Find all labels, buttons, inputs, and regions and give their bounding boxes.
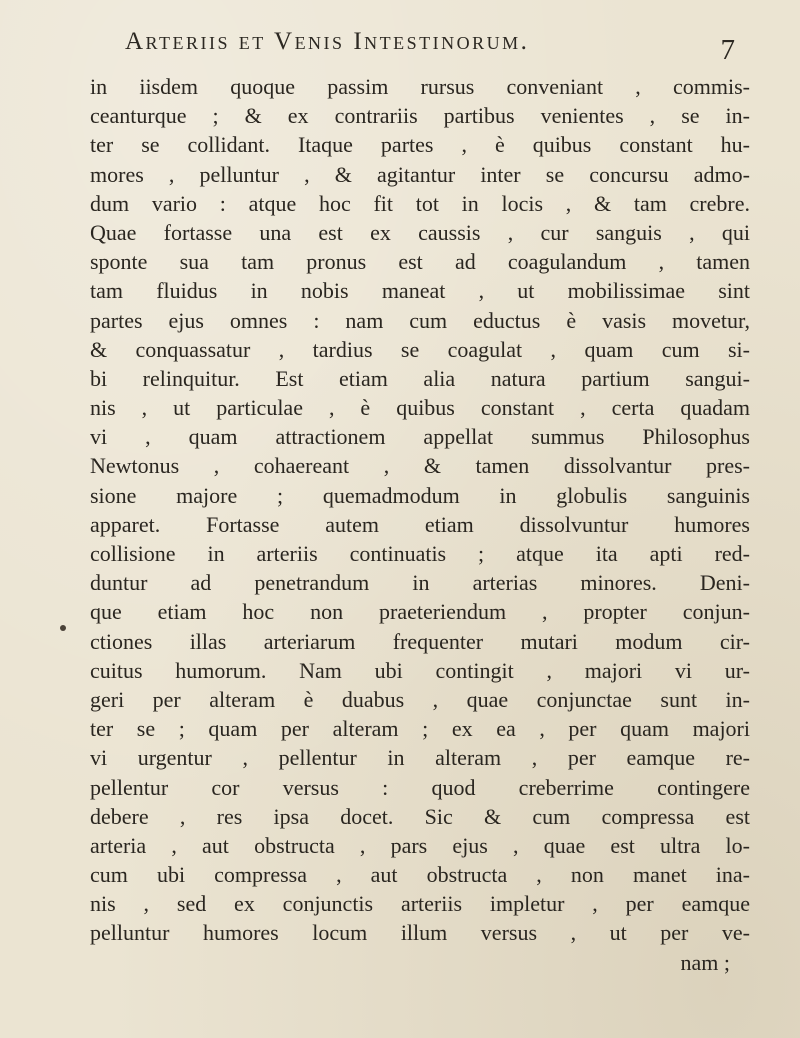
running-head (95, 28, 735, 66)
text-line: duntur ad penetrandum in arterias minores. Deni- (90, 570, 750, 596)
text-line: arteria , aut obstructa , pars ejus , quae est ultra lo- (90, 832, 750, 858)
text-line: cuitus humorum. Nam ubi contingit , majori vi ur- (90, 657, 750, 683)
ink-spot (60, 625, 66, 631)
text-line: vi urgentur , pellentur in alteram , per eamque re- (90, 745, 750, 771)
text-line: ter se collidant. Itaque partes , è quibus constant hu- (90, 132, 750, 158)
text-line: nam ; (680, 949, 730, 975)
text-line: que etiam hoc non praeteriendum , propter conjun- (90, 599, 750, 625)
text-line: vi , quam attractionem appellat summus Philosophus (90, 424, 750, 450)
text-line: pellentur cor versus : quod creberrime contingere (90, 774, 750, 800)
text-line: debere , res ipsa docet. Sic & cum compressa est (90, 803, 750, 829)
text-line: in iisdem quoque passim rursus conveniant , commis- (90, 74, 750, 99)
text-line: ceanturque ; & ex contrariis partibus venientes , se in- (90, 103, 750, 129)
text-line: ter se ; quam per alteram ; ex ea , per quam majori (90, 716, 750, 742)
text-line: tam fluidus in nobis maneat , ut mobilissimae sint (90, 278, 750, 304)
text-line: collisione in arteriis continuatis ; atque ita apti red- (90, 541, 750, 566)
text-line: apparet. Fortasse autem etiam dissolvuntur humores (90, 511, 750, 537)
text-line: geri per alteram è duabus , quae conjunctae sunt in- (90, 686, 750, 712)
text-line: dum vario : atque hoc fit tot in locis , & tam crebre. (90, 190, 750, 216)
body-text (90, 72, 750, 977)
text-line: mores , pelluntur , & agitantur inter se concursu admo- (90, 161, 750, 187)
text-line: bi relinquitur. Est etiam alia natura partium sangui- (90, 365, 750, 391)
text-line: cum ubi compressa , aut obstructa , non manet ina- (90, 862, 750, 888)
text-line: partes ejus omnes : nam cum eductus è vasis movetur, (90, 307, 750, 333)
text-line: nis , ut particulae , è quibus constant , certa quadam (90, 395, 750, 421)
text-line: Newtonus , cohaereant , & tamen dissolvantur pres- (90, 453, 750, 479)
text-line: & conquassatur , tardius se coagulat , quam cum si- (90, 336, 750, 362)
text-line: sione majore ; quemadmodum in globulis sanguinis (90, 482, 750, 508)
page-number: 7 (720, 34, 735, 66)
text-line: ctiones illas arteriarum frequenter mutari modum cir- (90, 628, 750, 654)
running-title: Arteriis et Venis Intestinorum. (125, 28, 530, 55)
text-line: nis , sed ex conjunctis arteriis impletur , per eamque (90, 891, 750, 917)
text-line: pelluntur humores locum illum versus , ut per ve- (90, 920, 750, 946)
text-line: sponte sua tam pronus est ad coagulandum , tamen (90, 249, 750, 275)
text-line: Quae fortasse una est ex caussis , cur sanguis , qui (90, 219, 750, 245)
